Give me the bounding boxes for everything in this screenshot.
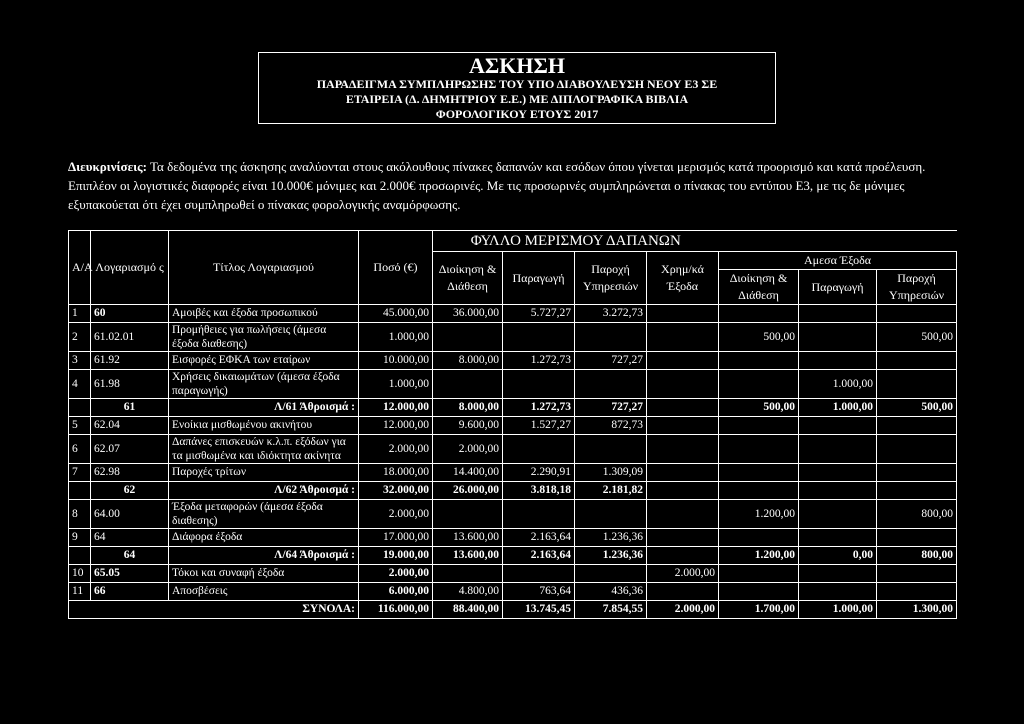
title-cell: Προμήθειες για πωλήσεις (άμεσα έξοδα διαθεσης) xyxy=(169,323,359,352)
d_admin-cell: 500,00 xyxy=(719,323,799,352)
amount-cell: 45.000,00 xyxy=(359,305,433,323)
account-cell: 66 xyxy=(91,583,169,601)
title-cell: Αμοιβές και έξοδα προσωπικού xyxy=(169,305,359,323)
admin-cell: 8.000,00 xyxy=(433,399,503,417)
d_prod-cell xyxy=(799,352,877,370)
total-label: ΣΥΝΟΛΑ: xyxy=(69,601,359,619)
table-body xyxy=(69,305,957,619)
admin-cell: 14.400,00 xyxy=(433,464,503,482)
d_serv-cell: 800,00 xyxy=(877,500,957,529)
header-direct-production: Παραγωγή xyxy=(799,270,877,305)
admin-cell xyxy=(433,565,503,583)
admin-cell xyxy=(433,370,503,399)
total-d_serv-cell: 1.300,00 xyxy=(877,601,957,619)
d_prod-cell xyxy=(799,482,877,500)
amount-cell: 2.000,00 xyxy=(359,500,433,529)
prod-cell: 1.527,27 xyxy=(503,417,575,435)
aa-cell: 4 xyxy=(69,370,91,399)
notes-label: Διευκρινίσεις: xyxy=(68,159,147,174)
amount-cell: 18.000,00 xyxy=(359,464,433,482)
serv-cell: 1.236,36 xyxy=(575,529,647,547)
admin-cell xyxy=(433,500,503,529)
title-cell: Εισφορές ΕΦΚΑ των εταίρων xyxy=(169,352,359,370)
serv-cell xyxy=(575,435,647,464)
d_serv-cell xyxy=(877,464,957,482)
d_serv-cell xyxy=(877,565,957,583)
total-d_prod-cell: 1.000,00 xyxy=(799,601,877,619)
table-row xyxy=(69,417,957,435)
d_prod-cell xyxy=(799,565,877,583)
admin-cell: 8.000,00 xyxy=(433,352,503,370)
title-box xyxy=(258,52,776,124)
total-amount-cell: 116.000,00 xyxy=(359,601,433,619)
fin-cell xyxy=(647,547,719,565)
prod-cell: 2.290,91 xyxy=(503,464,575,482)
prod-cell: 2.163,64 xyxy=(503,529,575,547)
prod-cell xyxy=(503,435,575,464)
d_prod-cell xyxy=(799,435,877,464)
header-aa: Α/Α xyxy=(69,231,91,305)
cost-allocation-table xyxy=(68,230,957,619)
total-serv-cell: 7.854,55 xyxy=(575,601,647,619)
header-admin: Διοίκηση & Διάθεση xyxy=(433,252,503,305)
admin-cell: 26.000,00 xyxy=(433,482,503,500)
account-cell: 65.05 xyxy=(91,565,169,583)
fin-cell: 2.000,00 xyxy=(647,565,719,583)
admin-cell: 2.000,00 xyxy=(433,435,503,464)
total-admin-cell: 88.400,00 xyxy=(433,601,503,619)
aa-cell: 1 xyxy=(69,305,91,323)
fin-cell xyxy=(647,352,719,370)
header-title: Τίτλος Λογαριασμού xyxy=(169,231,359,305)
account-cell: 61.02.01 xyxy=(91,323,169,352)
serv-cell: 3.272,73 xyxy=(575,305,647,323)
admin-cell: 9.600,00 xyxy=(433,417,503,435)
title-cell: Δαπάνες επισκευών κ.λ.π. εξόδων για τα μισθωμένα και ιδιόκτητα ακίνητα xyxy=(169,435,359,464)
d_admin-cell xyxy=(719,435,799,464)
aa-cell: 3 xyxy=(69,352,91,370)
d_serv-cell: 500,00 xyxy=(877,399,957,417)
prod-cell xyxy=(503,370,575,399)
account-cell: 62.98 xyxy=(91,464,169,482)
title-cell: Παροχές τρίτων xyxy=(169,464,359,482)
prod-cell: 763,64 xyxy=(503,583,575,601)
d_admin-cell: 1.200,00 xyxy=(719,547,799,565)
admin-cell: 4.800,00 xyxy=(433,583,503,601)
amount-cell: 6.000,00 xyxy=(359,583,433,601)
amount-cell: 2.000,00 xyxy=(359,435,433,464)
table-row xyxy=(69,500,957,529)
account-cell: 62.04 xyxy=(91,417,169,435)
d_prod-cell xyxy=(799,323,877,352)
subtotal-label: Λ/62 Άθροισμά : xyxy=(169,482,359,500)
fin-cell xyxy=(647,323,719,352)
d_serv-cell xyxy=(877,370,957,399)
amount-cell: 17.000,00 xyxy=(359,529,433,547)
admin-cell: 13.600,00 xyxy=(433,529,503,547)
amount-cell: 1.000,00 xyxy=(359,370,433,399)
aa-cell: 9 xyxy=(69,529,91,547)
prod-cell: 1.272,73 xyxy=(503,399,575,417)
title-cell: Αποσβέσεις xyxy=(169,583,359,601)
title-cell: Διάφορα έξοδα xyxy=(169,529,359,547)
d_prod-cell xyxy=(799,529,877,547)
d_prod-cell xyxy=(799,305,877,323)
fin-cell xyxy=(647,417,719,435)
total-fin-cell: 2.000,00 xyxy=(647,601,719,619)
aa-cell: 10 xyxy=(69,565,91,583)
aa-cell: 5 xyxy=(69,417,91,435)
serv-cell xyxy=(575,323,647,352)
table-row xyxy=(69,305,957,323)
account-cell: 64.00 xyxy=(91,500,169,529)
aa-cell: 8 xyxy=(69,500,91,529)
table-row xyxy=(69,583,957,601)
d_prod-cell xyxy=(799,464,877,482)
aa-cell: 2 xyxy=(69,323,91,352)
account-cell: 61.98 xyxy=(91,370,169,399)
total-prod-cell: 13.745,45 xyxy=(503,601,575,619)
table-row xyxy=(69,435,957,464)
account-cell: 64 xyxy=(91,529,169,547)
amount-cell: 1.000,00 xyxy=(359,323,433,352)
amount-cell: 19.000,00 xyxy=(359,547,433,565)
d_admin-cell xyxy=(719,565,799,583)
serv-cell: 436,36 xyxy=(575,583,647,601)
prod-cell xyxy=(503,565,575,583)
header-amount: Ποσό (€) xyxy=(359,231,433,305)
title-cell: Χρήσεις δικαιωμάτων (άμεσα έξοδα παραγωγής) xyxy=(169,370,359,399)
d_admin-cell xyxy=(719,529,799,547)
d_serv-cell xyxy=(877,435,957,464)
serv-cell: 1.236,36 xyxy=(575,547,647,565)
d_admin-cell xyxy=(719,305,799,323)
d_serv-cell xyxy=(877,583,957,601)
d_admin-cell xyxy=(719,370,799,399)
amount-cell: 10.000,00 xyxy=(359,352,433,370)
aa-cell: 11 xyxy=(69,583,91,601)
table-row xyxy=(69,323,957,352)
d_admin-cell xyxy=(719,464,799,482)
account-cell: 64 xyxy=(91,547,169,565)
aa-cell: 6 xyxy=(69,435,91,464)
prod-cell: 3.818,18 xyxy=(503,482,575,500)
account-cell: 62.07 xyxy=(91,435,169,464)
prod-cell: 5.727,27 xyxy=(503,305,575,323)
admin-cell xyxy=(433,323,503,352)
notes-text: Τα δεδομένα της άσκησης αναλύονται στους ακόλουθους πίνακες δαπανών και εσόδων όπου γίνεται μερισμός κατά προορισμό και κατά προέλευση. Επιπλέον οι λογιστικές διαφορές είναι 10.000€ μόνιμες και 2.000€ προσωρινές. Με τις προσωρινές συμπληρώνεται ο πίνακας του εντύπου Ε3, με τις δε μόνιμες εξυπακούεται ότι έχει συμπληρωθεί ο πίνακας φορολογικής αναμόρφωσης. xyxy=(68,159,926,212)
header-direct-admin: Διοίκηση & Διάθεση xyxy=(719,270,799,305)
d_serv-cell xyxy=(877,529,957,547)
fin-cell xyxy=(647,500,719,529)
account-cell: 62 xyxy=(91,482,169,500)
serv-cell: 1.309,09 xyxy=(575,464,647,482)
d_serv-cell: 500,00 xyxy=(877,323,957,352)
fin-cell xyxy=(647,399,719,417)
d_admin-cell: 500,00 xyxy=(719,399,799,417)
total-row xyxy=(69,601,957,619)
subtotal-row xyxy=(69,482,957,500)
fin-cell xyxy=(647,583,719,601)
d_admin-cell: 1.200,00 xyxy=(719,500,799,529)
d_serv-cell xyxy=(877,305,957,323)
aa-cell xyxy=(69,547,91,565)
subtotal-row xyxy=(69,399,957,417)
d_admin-cell xyxy=(719,352,799,370)
subtotal-label: Λ/61 Άθροισμά : xyxy=(169,399,359,417)
header-services: Παροχή Υπηρεσιών xyxy=(575,252,647,305)
title-cell: Έξοδα μεταφορών (άμεσα έξοδα διαθεσης) xyxy=(169,500,359,529)
table-row xyxy=(69,352,957,370)
aa-cell xyxy=(69,399,91,417)
header-account: Λογαριασμό ς xyxy=(91,231,169,305)
total-d_admin-cell: 1.700,00 xyxy=(719,601,799,619)
table-row xyxy=(69,565,957,583)
header-direct: Αμεσα Έξοδα xyxy=(719,252,957,270)
d_serv-cell xyxy=(877,352,957,370)
aa-cell: 7 xyxy=(69,464,91,482)
serv-cell xyxy=(575,500,647,529)
prod-cell xyxy=(503,500,575,529)
subtotal-label: Λ/64 Άθροισμά : xyxy=(169,547,359,565)
account-cell: 60 xyxy=(91,305,169,323)
fin-cell xyxy=(647,529,719,547)
d_serv-cell xyxy=(877,482,957,500)
d_prod-cell xyxy=(799,583,877,601)
d_serv-cell xyxy=(877,417,957,435)
d_admin-cell xyxy=(719,417,799,435)
d_prod-cell: 1.000,00 xyxy=(799,399,877,417)
header-production: Παραγωγή xyxy=(503,252,575,305)
d_prod-cell: 0,00 xyxy=(799,547,877,565)
title-line-2: ΕΤΑΙΡΕΙΑ (Δ. ΔΗΜΗΤΡΙΟΥ Ε.Ε.) ΜΕ ΔΙΠΛΟΓΡΑΦΙΚΑ ΒΙΒΛΙΑ xyxy=(345,92,689,106)
prod-cell: 1.272,73 xyxy=(503,352,575,370)
notes-paragraph xyxy=(68,157,958,214)
d_prod-cell: 1.000,00 xyxy=(799,370,877,399)
amount-cell: 32.000,00 xyxy=(359,482,433,500)
account-cell: 61 xyxy=(91,399,169,417)
title-line-3: ΦΟΡΟΛΟΓΙΚΟΥ ΕΤΟΥΣ 2017 xyxy=(435,107,599,121)
amount-cell: 12.000,00 xyxy=(359,399,433,417)
prod-cell xyxy=(503,323,575,352)
header-direct-services: Παροχή Υπηρεσιών xyxy=(877,270,957,305)
serv-cell: 727,27 xyxy=(575,352,647,370)
subtotal-row xyxy=(69,547,957,565)
d_serv-cell: 800,00 xyxy=(877,547,957,565)
serv-cell xyxy=(575,370,647,399)
aa-cell xyxy=(69,482,91,500)
caption-spacer xyxy=(719,231,957,252)
fin-cell xyxy=(647,482,719,500)
fin-cell xyxy=(647,464,719,482)
serv-cell: 872,73 xyxy=(575,417,647,435)
table-row xyxy=(69,370,957,399)
d_admin-cell xyxy=(719,583,799,601)
fin-cell xyxy=(647,370,719,399)
serv-cell: 2.181,82 xyxy=(575,482,647,500)
title-line-1: ΠΑΡΑΔΕΙΓΜΑ ΣΥΜΠΛΗΡΩΣΗΣ ΤΟΥ ΥΠΟ ΔΙΑΒΟΥΛΕΥΣΗ ΝΕΟΥ Ε3 ΣΕ xyxy=(316,77,718,91)
title-cell: Τόκοι και συναφή έξοδα xyxy=(169,565,359,583)
fin-cell xyxy=(647,305,719,323)
prod-cell: 2.163,64 xyxy=(503,547,575,565)
amount-cell: 12.000,00 xyxy=(359,417,433,435)
account-cell: 61.92 xyxy=(91,352,169,370)
admin-cell: 13.600,00 xyxy=(433,547,503,565)
table-row xyxy=(69,529,957,547)
admin-cell: 36.000,00 xyxy=(433,305,503,323)
serv-cell: 727,27 xyxy=(575,399,647,417)
d_admin-cell xyxy=(719,482,799,500)
table-caption: ΦΥΛΛΟ ΜΕΡΙΣΜΟΥ ΔΑΠΑΝΩΝ xyxy=(433,231,719,252)
title-cell: Ενοίκια μισθωμένου ακινήτου xyxy=(169,417,359,435)
d_prod-cell xyxy=(799,417,877,435)
header-financial: Χρημ/κά Έξοδα xyxy=(647,252,719,305)
serv-cell xyxy=(575,565,647,583)
table-row xyxy=(69,464,957,482)
d_prod-cell xyxy=(799,500,877,529)
amount-cell: 2.000,00 xyxy=(359,565,433,583)
title-main: ΑΣΚΗΣΗ xyxy=(469,53,565,78)
fin-cell xyxy=(647,435,719,464)
